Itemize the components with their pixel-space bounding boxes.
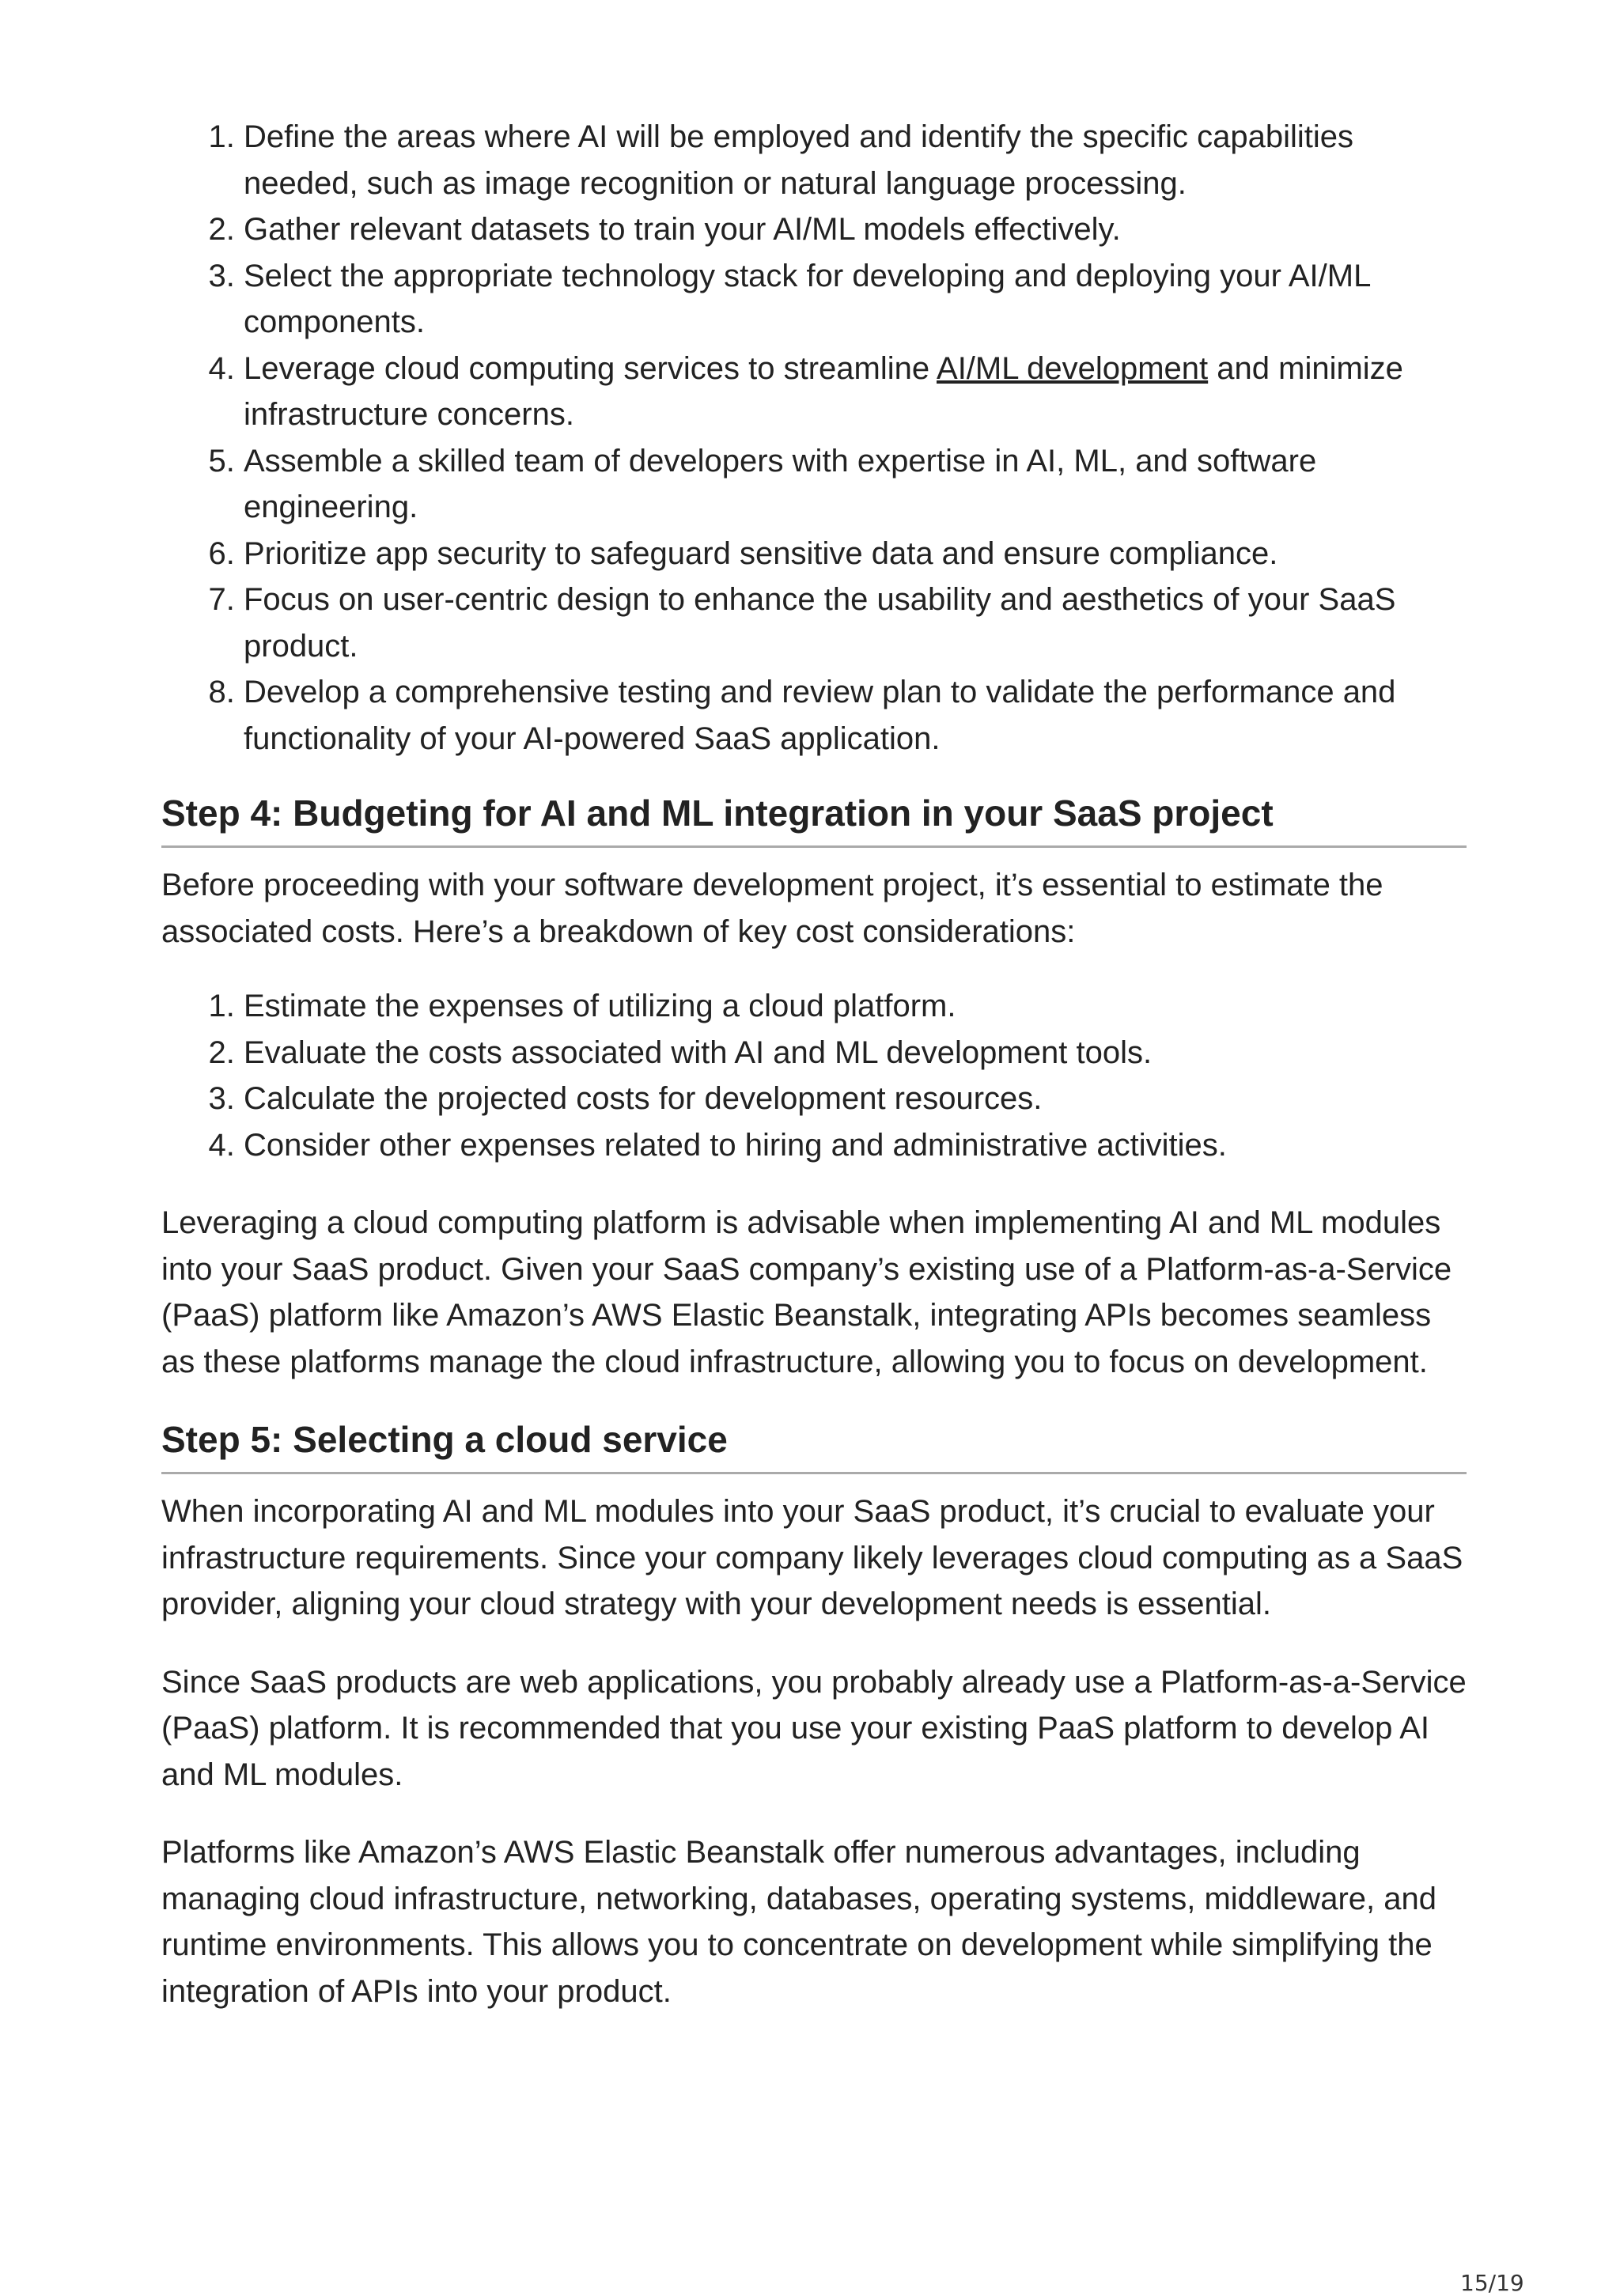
step4-paragraph: Leveraging a cloud computing platform is advisable when implementing AI and ML modules into your SaaS product. Given your SaaS company’s existing use of a Platform-as-a-Service (PaaS) platform like Amazon’s AWS Elastic Beanstalk, integrating APIs becomes seamless as these platforms manage the cloud infrastructure, allowing you to focus on development.: [161, 1205, 1452, 1379]
step5-paragraph-1: When incorporating AI and ML modules into your SaaS product, it’s crucial to evaluate your infrastructure requirements. Since your company likely leverages cloud computing as a SaaS provider, aligning your cloud strategy with your development needs is essential.: [161, 1494, 1463, 1621]
page-number: 15/19: [1460, 2270, 1524, 2296]
list-item: 7. Focus on user-centric design to enhance the usability and aesthetics of your SaaS product.: [244, 577, 1467, 669]
list-item: 3. Calculate the projected costs for development resources.: [244, 1076, 1467, 1122]
ai-ml-development-link[interactable]: AI/ML development: [937, 350, 1209, 386]
list-item: 1. Define the areas where AI will be employed and identify the specific capabilities needed, such as image recognition or natural language processing.: [244, 114, 1467, 206]
list-item-text-before-link: Leverage cloud computing services to streamline: [244, 350, 937, 386]
step5-heading: Step 5: Selecting a cloud service: [161, 1417, 1467, 1474]
step5-paragraph-2: Since SaaS products are web applications, you probably already use a Platform-as-a-Service (PaaS) platform. It is recommended that you use your existing PaaS platform to develop AI and ML modules.: [161, 1664, 1467, 1792]
list-item: 8. Develop a comprehensive testing and review plan to validate the performance and functionality of your AI-powered SaaS application.: [244, 669, 1467, 762]
list-item: 2. Gather relevant datasets to train your AI/ML models effectively.: [244, 206, 1467, 253]
list-item: 5. Assemble a skilled team of developers with expertise in AI, ML, and software engineering.: [244, 438, 1467, 531]
list-item: [244, 346, 1467, 438]
list-item: 4. Consider other expenses related to hiring and administrative activities.: [244, 1122, 1467, 1169]
list-item-text-after-link: and minimize infrastructure concerns.: [244, 350, 1403, 432]
list-item: 3. Select the appropriate technology stack for developing and deploying your AI/ML components.: [244, 253, 1467, 346]
list-item: 2. Evaluate the costs associated with AI and ML development tools.: [244, 1030, 1467, 1076]
list-item: 6. Prioritize app security to safeguard sensitive data and ensure compliance.: [244, 531, 1467, 577]
step5-paragraph-3: Platforms like Amazon’s AWS Elastic Beanstalk offer numerous advantages, including managing cloud infrastructure, networking, databases, operating systems, middleware, and runtime environments. This allows you to concentrate on development while simplifying the integration of APIs into your product.: [161, 1835, 1436, 2009]
capabilities-list: [161, 114, 1467, 762]
step4-intro: Before proceeding with your software development project, it’s essential to estimate the associated costs. Here’s a breakdown of key cost considerations:: [161, 868, 1383, 949]
cost-considerations-list: [161, 983, 1467, 1168]
step4-heading: Step 4: Budgeting for AI and ML integration in your SaaS project: [161, 790, 1467, 848]
list-item: 1. Estimate the expenses of utilizing a cloud platform.: [244, 983, 1467, 1030]
document-body: [161, 114, 1467, 2014]
